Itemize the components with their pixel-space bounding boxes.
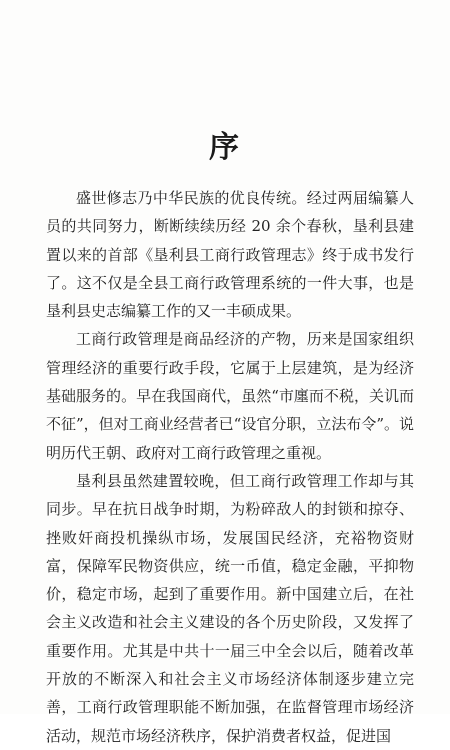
- paragraph-2: 工商行政管理是商品经济的产物，历来是国家组织管理经济的重要行政手段，它属于上层建筑，是为经济基础服务的。早在我国商代，虽然“市廛而不税，关讥而不征”，但对工商业经营者已“设官分职，立法布令”。说明历代王朝、政府对工商行政管理之重视。: [46, 330, 415, 462]
- preface-body: [46, 184, 414, 750]
- page-title: 序: [209, 130, 241, 165]
- paragraph-1: 盛世修志乃中华民族的优良传统。经过两届编纂人员的共同努力，断断续续历经 20 余个春秋，垦利县建置以来的首部《垦利县工商行政管理志》终于成书发行了。这不仅是全县工商行政管理系统的一件大事，也是垦利县史志编纂工作的又一丰硕成果。: [46, 189, 414, 321]
- paragraph-3: 垦利县虽然建置较晚，但工商行政管理工作却与其同步。早在抗日战争时期，为粉碎敌人的封锁和掠夺、挫败奸商投机操纵市场，发展国民经济，充裕物资财富，保障军民物资供应，统一币值，稳定金融，平抑物价，稳定市场，起到了重要作用。新中国建立后，在社会主义改造和社会主义建设的各个历史阶段，又发挥了重要作用。尤其是中共十一届三中全会以后，随着改革开放的不断深入和社会主义市场经济体制逐步建立完善，工商行政管理职能不断加强，在监督管理市场经济活动，规范市场经济秩序，保护消费者权益，促进国: [46, 471, 414, 745]
